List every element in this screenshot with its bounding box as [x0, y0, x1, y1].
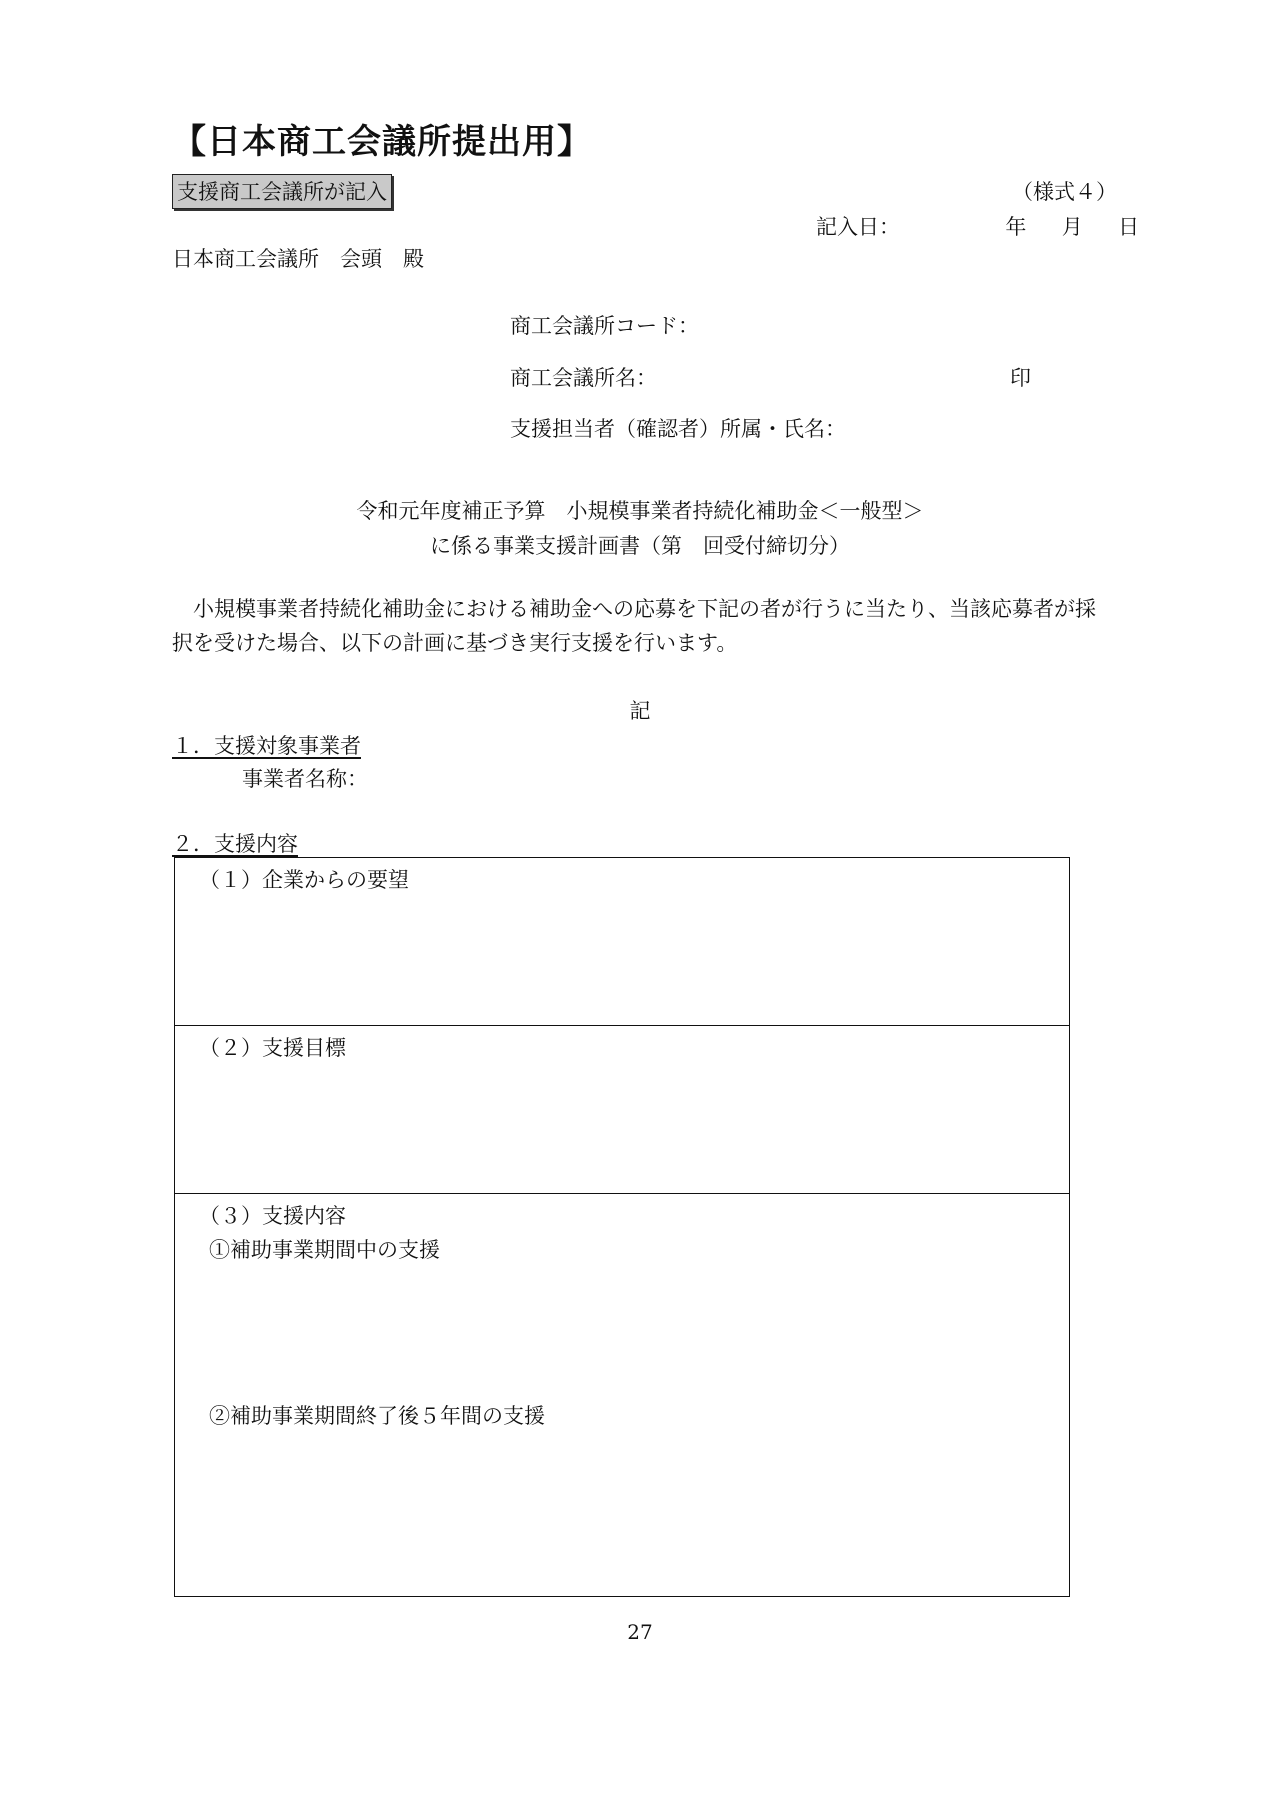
request-label: （１）企業からの要望 [199, 868, 409, 892]
support-content-table [174, 857, 1070, 1597]
document-title-line-2: に係る事業支援計画書（第 回受付締切分） [430, 534, 850, 558]
entry-date-label: 記入日： [816, 215, 900, 239]
support-person-label: 支援担当者（確認者）所属・氏名： [510, 417, 846, 441]
page-title: 【日本商工会議所提出用】 [172, 122, 592, 162]
chamber-name-label: 商工会議所名： [510, 366, 657, 390]
entry-date-row [816, 211, 1139, 241]
during-period-label: ①補助事業期間中の支援 [209, 1238, 440, 1262]
chamber-code-label: 商工会議所コード： [510, 314, 699, 338]
ki-heading: 記 [629, 699, 651, 723]
goal-label: （２）支援目標 [199, 1036, 346, 1060]
section-2-heading: ２．支援内容 [172, 832, 298, 856]
entry-date-year: 年 [1005, 215, 1027, 239]
content-label: （３）支援内容 [199, 1204, 346, 1228]
entry-date-month: 月 [1061, 215, 1083, 239]
addressee: 日本商工会議所 会頭 殿 [172, 247, 424, 271]
form-number: （様式４） [1012, 180, 1117, 204]
entry-date-day: 日 [1118, 215, 1140, 239]
after-period-label: ②補助事業期間終了後５年間の支援 [209, 1404, 545, 1428]
seal-mark: 印 [1010, 366, 1031, 390]
business-name-label: 事業者名称： [242, 767, 368, 791]
fill-by-badge: 支援商工会議所が記入 [172, 174, 392, 209]
document-title-line-1: 令和元年度補正予算 小規模事業者持続化補助金＜一般型＞ [356, 499, 924, 523]
page-number: 27 [627, 1620, 653, 1644]
content-cell [175, 1194, 1069, 1596]
goal-cell [175, 1026, 1069, 1194]
request-cell [175, 858, 1069, 1026]
body-paragraph: 小規模事業者持続化補助金における補助金への応募を下記の者が行うに当たり、当該応募者が採択を受けた場合、以下の計画に基づき実行支援を行います。 [172, 597, 1096, 655]
section-1-heading: １．支援対象事業者 [172, 734, 361, 758]
